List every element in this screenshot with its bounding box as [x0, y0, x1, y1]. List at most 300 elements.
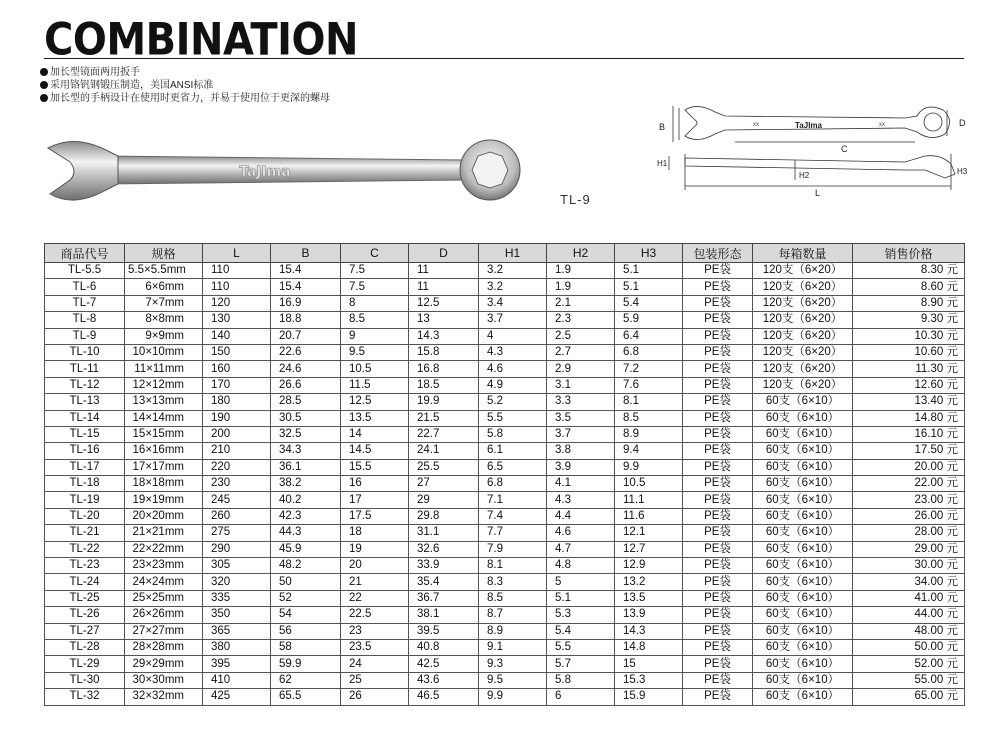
table-cell: 13.2: [615, 574, 683, 590]
table-cell: 62: [271, 672, 341, 688]
table-cell: 15.9: [615, 689, 683, 705]
table-cell: 9.30 元: [853, 312, 965, 328]
table-cell: 14.80 元: [853, 410, 965, 426]
table-cell: 2.3: [547, 312, 615, 328]
table-cell: TL-12: [45, 377, 125, 393]
table-cell: TL-15: [45, 426, 125, 442]
table-cell: 120支（6×20）: [753, 279, 853, 295]
table-cell: 15×15mm: [125, 426, 203, 442]
table-cell: 120支（6×20）: [753, 312, 853, 328]
table-cell: 120支（6×20）: [753, 361, 853, 377]
table-cell: 8.30 元: [853, 263, 965, 279]
table-cell: 28.5: [271, 394, 341, 410]
table-cell: 8×8mm: [125, 312, 203, 328]
table-cell: 21.5: [409, 410, 479, 426]
table-cell: 12.60 元: [853, 377, 965, 393]
table-cell: 11: [409, 263, 479, 279]
table-cell: 275: [203, 525, 271, 541]
table-row: [45, 689, 965, 705]
table-cell: PE袋: [683, 410, 753, 426]
table-cell: 22.5: [341, 607, 409, 623]
table-cell: 5.5: [547, 639, 615, 655]
feature-item: 加长型镜面两用扳手: [40, 66, 330, 79]
table-cell: 380: [203, 639, 271, 655]
table-cell: 305: [203, 558, 271, 574]
table-cell: 17×17mm: [125, 459, 203, 475]
table-cell: 120支（6×20）: [753, 344, 853, 360]
table-cell: 9.9: [615, 459, 683, 475]
table-cell: 20.00 元: [853, 459, 965, 475]
table-cell: 60支（6×10）: [753, 639, 853, 655]
table-cell: 21×21mm: [125, 525, 203, 541]
table-cell: 11.6: [615, 508, 683, 524]
table-cell: PE袋: [683, 574, 753, 590]
table-cell: TL-16: [45, 443, 125, 459]
table-cell: 5: [547, 574, 615, 590]
table-cell: 27×27mm: [125, 623, 203, 639]
table-cell: 60支（6×10）: [753, 508, 853, 524]
table-cell: 30.5: [271, 410, 341, 426]
column-header: 商品代号: [45, 244, 125, 263]
table-cell: 3.2: [479, 279, 547, 295]
table-cell: 34.00 元: [853, 574, 965, 590]
spec-table: [44, 243, 965, 706]
table-cell: 8: [341, 295, 409, 311]
table-cell: TL-27: [45, 623, 125, 639]
table-row: [45, 525, 965, 541]
table-row: [45, 492, 965, 508]
table-cell: 26.6: [271, 377, 341, 393]
table-cell: 12.5: [409, 295, 479, 311]
table-cell: 25×25mm: [125, 590, 203, 606]
table-cell: 120支（6×20）: [753, 377, 853, 393]
table-cell: 3.7: [479, 312, 547, 328]
table-cell: 34.3: [271, 443, 341, 459]
table-cell: 260: [203, 508, 271, 524]
table-cell: PE袋: [683, 344, 753, 360]
diagram-mark: xx: [879, 122, 885, 128]
table-cell: 11.1: [615, 492, 683, 508]
table-cell: 9×9mm: [125, 328, 203, 344]
table-cell: PE袋: [683, 558, 753, 574]
column-header: B: [271, 244, 341, 263]
table-cell: 5.4: [615, 295, 683, 311]
table-cell: 7×7mm: [125, 295, 203, 311]
table-cell: 8.1: [615, 394, 683, 410]
table-cell: 365: [203, 623, 271, 639]
table-cell: TL-19: [45, 492, 125, 508]
table-cell: 28.00 元: [853, 525, 965, 541]
table-row: [45, 672, 965, 688]
table-cell: PE袋: [683, 623, 753, 639]
table-cell: 10.5: [615, 476, 683, 492]
table-cell: 60支（6×10）: [753, 574, 853, 590]
table-cell: 7.1: [479, 492, 547, 508]
table-cell: 58: [271, 639, 341, 655]
table-cell: 5.8: [547, 672, 615, 688]
table-cell: 35.4: [409, 574, 479, 590]
table-cell: 9.9: [479, 689, 547, 705]
table-cell: 55.00 元: [853, 672, 965, 688]
table-cell: 1.9: [547, 279, 615, 295]
table-cell: 15.3: [615, 672, 683, 688]
table-cell: PE袋: [683, 656, 753, 672]
table-row: [45, 590, 965, 606]
table-header-row: [45, 244, 965, 263]
table-cell: 4.6: [547, 525, 615, 541]
wrench-brand: TaJIma: [239, 164, 291, 180]
table-cell: 13×13mm: [125, 394, 203, 410]
table-cell: 19: [341, 541, 409, 557]
table-cell: 4.6: [479, 361, 547, 377]
table-cell: PE袋: [683, 476, 753, 492]
table-cell: 9.5: [341, 344, 409, 360]
table-cell: 18×18mm: [125, 476, 203, 492]
dim-label-h1: H1: [657, 159, 668, 168]
table-cell: 40.8: [409, 639, 479, 655]
table-cell: 17: [341, 492, 409, 508]
table-cell: 7.4: [479, 508, 547, 524]
table-cell: 17.50 元: [853, 443, 965, 459]
table-cell: 52.00 元: [853, 656, 965, 672]
table-cell: 5.7: [547, 656, 615, 672]
table-cell: 8.9: [479, 623, 547, 639]
dimension-diagram: [655, 98, 975, 198]
table-cell: TL-17: [45, 459, 125, 475]
feature-item: 采用铬钒钢锻压制造，美国ANSI标准: [40, 79, 330, 92]
table-row: [45, 607, 965, 623]
table-cell: 60支（6×10）: [753, 672, 853, 688]
table-cell: TL-14: [45, 410, 125, 426]
table-cell: 8.60 元: [853, 279, 965, 295]
table-cell: 30×30mm: [125, 672, 203, 688]
table-row: [45, 459, 965, 475]
table-cell: 12.7: [615, 541, 683, 557]
table-cell: 60支（6×10）: [753, 410, 853, 426]
table-cell: 16: [341, 476, 409, 492]
table-cell: 16×16mm: [125, 443, 203, 459]
table-cell: 33.9: [409, 558, 479, 574]
table-cell: 5.1: [547, 590, 615, 606]
table-cell: PE袋: [683, 279, 753, 295]
table-cell: 42.3: [271, 508, 341, 524]
table-cell: 110: [203, 263, 271, 279]
table-cell: PE袋: [683, 508, 753, 524]
table-cell: 14×14mm: [125, 410, 203, 426]
table-cell: 42.5: [409, 656, 479, 672]
table-cell: 8.7: [479, 607, 547, 623]
table-cell: 6.1: [479, 443, 547, 459]
column-header: L: [203, 244, 271, 263]
table-cell: 16.9: [271, 295, 341, 311]
dim-label-c: C: [841, 144, 848, 154]
table-cell: 15.5: [341, 459, 409, 475]
title-divider: [44, 58, 964, 59]
table-cell: 5.8: [479, 426, 547, 442]
table-row: [45, 344, 965, 360]
table-row: [45, 295, 965, 311]
table-cell: 50: [271, 574, 341, 590]
column-header: 每箱数量: [753, 244, 853, 263]
table-cell: 15: [615, 656, 683, 672]
table-cell: 7.6: [615, 377, 683, 393]
table-cell: 6.5: [479, 459, 547, 475]
table-row: [45, 574, 965, 590]
table-cell: PE袋: [683, 541, 753, 557]
table-cell: 60支（6×10）: [753, 607, 853, 623]
table-cell: 16.8: [409, 361, 479, 377]
table-cell: 3.4: [479, 295, 547, 311]
table-cell: 220: [203, 459, 271, 475]
bullet-icon: [40, 81, 48, 89]
column-header: D: [409, 244, 479, 263]
table-cell: 5.4: [547, 623, 615, 639]
table-cell: 120支（6×20）: [753, 295, 853, 311]
table-cell: 21: [341, 574, 409, 590]
table-cell: 9.4: [615, 443, 683, 459]
table-cell: 3.2: [479, 263, 547, 279]
table-body: [45, 263, 965, 706]
table-cell: 160: [203, 361, 271, 377]
table-cell: TL-20: [45, 508, 125, 524]
table-cell: 5.2: [479, 394, 547, 410]
table-cell: 46.5: [409, 689, 479, 705]
table-cell: 5.5×5.5mm: [125, 263, 203, 279]
table-cell: 4.3: [479, 344, 547, 360]
table-cell: 425: [203, 689, 271, 705]
table-cell: 20.7: [271, 328, 341, 344]
table-cell: 130: [203, 312, 271, 328]
table-cell: 8.5: [615, 410, 683, 426]
table-cell: 2.7: [547, 344, 615, 360]
table-cell: 26: [341, 689, 409, 705]
table-cell: PE袋: [683, 689, 753, 705]
table-cell: TL-22: [45, 541, 125, 557]
table-cell: 36.1: [271, 459, 341, 475]
table-cell: 40.2: [271, 492, 341, 508]
dim-label-l: L: [815, 188, 821, 198]
table-cell: 60支（6×10）: [753, 590, 853, 606]
table-cell: 10.60 元: [853, 344, 965, 360]
table-cell: 4.3: [547, 492, 615, 508]
table-cell: 4.7: [547, 541, 615, 557]
table-cell: 10.30 元: [853, 328, 965, 344]
table-cell: 59.9: [271, 656, 341, 672]
table-row: [45, 476, 965, 492]
table-cell: 8.5: [341, 312, 409, 328]
table-cell: 24: [341, 656, 409, 672]
table-cell: 200: [203, 426, 271, 442]
table-cell: 350: [203, 607, 271, 623]
table-cell: 7.5: [341, 279, 409, 295]
table-cell: 50.00 元: [853, 639, 965, 655]
table-cell: TL-13: [45, 394, 125, 410]
table-cell: 54: [271, 607, 341, 623]
table-cell: 15.4: [271, 263, 341, 279]
table-cell: 60支（6×10）: [753, 558, 853, 574]
column-header: 销售价格: [853, 244, 965, 263]
table-cell: 1.9: [547, 263, 615, 279]
table-cell: 60支（6×10）: [753, 689, 853, 705]
table-cell: 5.1: [615, 263, 683, 279]
table-cell: 65.00 元: [853, 689, 965, 705]
table-cell: 23: [341, 623, 409, 639]
table-cell: 290: [203, 541, 271, 557]
table-cell: 3.9: [547, 459, 615, 475]
dim-label-h3: H3: [957, 167, 968, 176]
table-cell: PE袋: [683, 377, 753, 393]
table-cell: 12.1: [615, 525, 683, 541]
table-cell: 335: [203, 590, 271, 606]
table-cell: 36.7: [409, 590, 479, 606]
table-cell: 11×11mm: [125, 361, 203, 377]
table-cell: 29.00 元: [853, 541, 965, 557]
table-row: [45, 558, 965, 574]
diagram-brand: TaJIma: [795, 121, 822, 130]
table-cell: 5.5: [479, 410, 547, 426]
table-cell: PE袋: [683, 639, 753, 655]
table-cell: 5.1: [615, 279, 683, 295]
table-cell: 44.00 元: [853, 607, 965, 623]
table-cell: TL-25: [45, 590, 125, 606]
table-cell: PE袋: [683, 312, 753, 328]
table-cell: 60支（6×10）: [753, 459, 853, 475]
table-cell: 24.1: [409, 443, 479, 459]
feature-item: 加长型的手柄设计在使用时更省力，并易于使用位于更深的螺母: [40, 92, 330, 105]
table-cell: 170: [203, 377, 271, 393]
table-cell: 41.00 元: [853, 590, 965, 606]
table-row: [45, 361, 965, 377]
table-cell: 3.1: [547, 377, 615, 393]
table-cell: TL-7: [45, 295, 125, 311]
table-cell: 12.9: [615, 558, 683, 574]
table-cell: 8.90 元: [853, 295, 965, 311]
table-cell: 25: [341, 672, 409, 688]
table-cell: 210: [203, 443, 271, 459]
table-cell: 140: [203, 328, 271, 344]
table-cell: 17.5: [341, 508, 409, 524]
table-cell: TL-32: [45, 689, 125, 705]
table-cell: PE袋: [683, 590, 753, 606]
table-cell: 60支（6×10）: [753, 525, 853, 541]
table-cell: 13.9: [615, 607, 683, 623]
table-cell: 8.9: [615, 426, 683, 442]
model-label: TL-9: [560, 192, 591, 207]
table-cell: 39.5: [409, 623, 479, 639]
table-cell: 60支（6×10）: [753, 541, 853, 557]
table-row: [45, 410, 965, 426]
table-cell: TL-21: [45, 525, 125, 541]
table-cell: 38.1: [409, 607, 479, 623]
table-cell: 48.2: [271, 558, 341, 574]
table-cell: PE袋: [683, 459, 753, 475]
column-header: 包装形态: [683, 244, 753, 263]
table-cell: 48.00 元: [853, 623, 965, 639]
table-row: [45, 394, 965, 410]
table-cell: TL-8: [45, 312, 125, 328]
table-row: [45, 639, 965, 655]
table-cell: 9: [341, 328, 409, 344]
table-cell: 29×29mm: [125, 656, 203, 672]
table-cell: 180: [203, 394, 271, 410]
table-cell: PE袋: [683, 426, 753, 442]
table-cell: 7.7: [479, 525, 547, 541]
table-cell: 395: [203, 656, 271, 672]
table-cell: TL-10: [45, 344, 125, 360]
table-row: [45, 279, 965, 295]
table-row: [45, 312, 965, 328]
table-cell: 9.5: [479, 672, 547, 688]
table-row: [45, 541, 965, 557]
table-cell: TL-23: [45, 558, 125, 574]
table-cell: 60支（6×10）: [753, 623, 853, 639]
table-cell: 245: [203, 492, 271, 508]
table-cell: 32.5: [271, 426, 341, 442]
table-cell: 23.00 元: [853, 492, 965, 508]
table-cell: 8.1: [479, 558, 547, 574]
column-header: 规格: [125, 244, 203, 263]
table-cell: 22.6: [271, 344, 341, 360]
table-cell: TL-18: [45, 476, 125, 492]
table-cell: PE袋: [683, 361, 753, 377]
table-cell: 190: [203, 410, 271, 426]
table-cell: 10.5: [341, 361, 409, 377]
table-cell: 20×20mm: [125, 508, 203, 524]
table-row: [45, 623, 965, 639]
table-cell: 28×28mm: [125, 639, 203, 655]
table-cell: 6.8: [615, 344, 683, 360]
table-cell: 120: [203, 295, 271, 311]
column-header: H2: [547, 244, 615, 263]
table-cell: 27: [409, 476, 479, 492]
table-cell: 3.5: [547, 410, 615, 426]
table-cell: 4.4: [547, 508, 615, 524]
table-cell: 60支（6×10）: [753, 492, 853, 508]
table-cell: 3.7: [547, 426, 615, 442]
table-cell: TL-30: [45, 672, 125, 688]
table-cell: 6: [547, 689, 615, 705]
table-cell: 18: [341, 525, 409, 541]
table-cell: 120支（6×20）: [753, 328, 853, 344]
table-cell: TL-9: [45, 328, 125, 344]
table-cell: 24.6: [271, 361, 341, 377]
table-cell: PE袋: [683, 525, 753, 541]
table-cell: 16.10 元: [853, 426, 965, 442]
table-cell: 12×12mm: [125, 377, 203, 393]
column-header: H3: [615, 244, 683, 263]
table-cell: 22×22mm: [125, 541, 203, 557]
table-cell: 14: [341, 426, 409, 442]
table-cell: 6×6mm: [125, 279, 203, 295]
table-cell: PE袋: [683, 295, 753, 311]
feature-list: [40, 66, 330, 105]
table-cell: PE袋: [683, 443, 753, 459]
table-cell: 56: [271, 623, 341, 639]
table-cell: 2.9: [547, 361, 615, 377]
table-cell: 11: [409, 279, 479, 295]
table-cell: 29.8: [409, 508, 479, 524]
table-cell: 45.9: [271, 541, 341, 557]
table-cell: 7.5: [341, 263, 409, 279]
table-cell: 14.8: [615, 639, 683, 655]
table-cell: 320: [203, 574, 271, 590]
table-row: [45, 263, 965, 279]
table-cell: 32×32mm: [125, 689, 203, 705]
table-cell: 410: [203, 672, 271, 688]
table-cell: 4.9: [479, 377, 547, 393]
page-title: COMBINATION: [44, 14, 359, 66]
table-cell: 6.4: [615, 328, 683, 344]
